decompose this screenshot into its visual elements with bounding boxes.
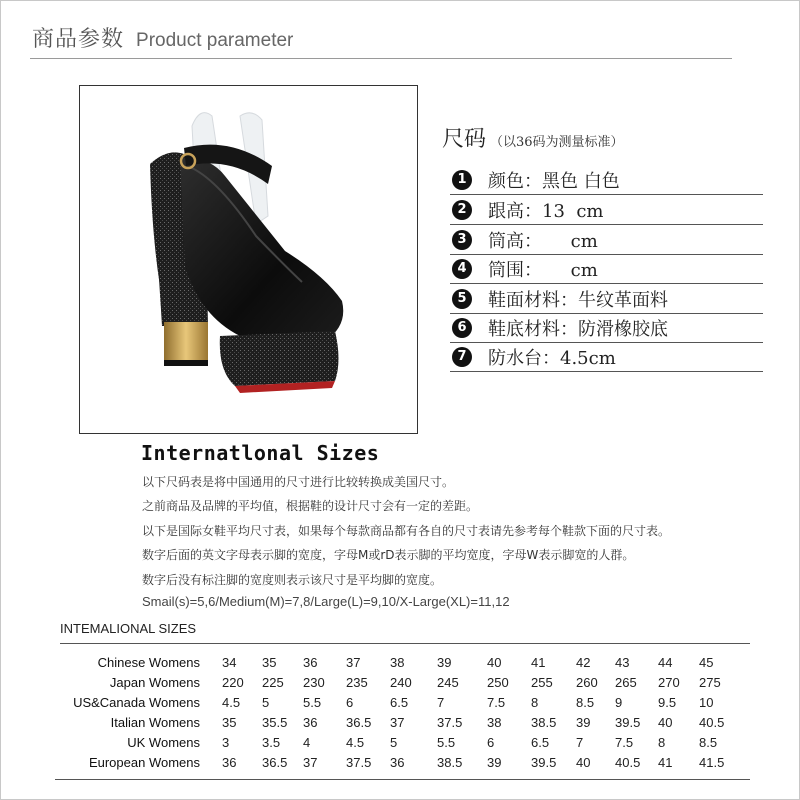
table-cell: 36 xyxy=(390,755,405,770)
table-cell: 35 xyxy=(262,655,277,670)
table-cell: 37.5 xyxy=(346,755,372,770)
number-bullet-icon: 6 xyxy=(452,318,472,338)
spec-title-note: （以36码为测量标准） xyxy=(490,135,624,150)
table-cell: 275 xyxy=(699,675,721,690)
table-cell: 9 xyxy=(615,695,623,710)
table-cell: 37 xyxy=(390,715,405,730)
note-line-size-legend: Smail(s)=5,6/Medium(M)=7,8/Large(L)=9,10/X-Large(XL)=11,12 xyxy=(142,594,510,609)
spec-row-platform xyxy=(450,342,763,372)
spec-row-heel-height xyxy=(450,195,763,225)
table-cell: 38.5 xyxy=(531,715,557,730)
table-cell: 37 xyxy=(303,755,318,770)
table-cell: 225 xyxy=(262,675,284,690)
table-cell: 260 xyxy=(576,675,598,690)
table-cell: 40.5 xyxy=(615,755,641,770)
table-cell: 36.5 xyxy=(346,715,372,730)
product-photo xyxy=(79,85,418,434)
table-cell: 36.5 xyxy=(262,755,288,770)
table-cell: 3 xyxy=(222,735,230,750)
table-cell: 235 xyxy=(346,675,368,690)
size-table-title: INTEMALIONAL SIZES xyxy=(60,621,197,636)
table-cell: 6 xyxy=(346,695,354,710)
table-cell: 4.5 xyxy=(222,695,241,710)
table-cell: 35 xyxy=(222,715,237,730)
note-line: 数字后没有标注脚的宽度则表示该尺寸是平均脚的宽度。 xyxy=(142,573,443,587)
table-cell: 38 xyxy=(487,715,502,730)
row-label: Japan Womens xyxy=(109,675,200,690)
table-cell: 250 xyxy=(487,675,509,690)
spec-text: 跟高：13 cm xyxy=(488,200,604,222)
note-line: 以下是国际女鞋平均尺寸表，如果每个每款商品都有各自的尺寸表请先参考每个鞋款下面的尺寸表。 xyxy=(142,524,671,538)
table-cell: 38.5 xyxy=(437,755,463,770)
table-cell: 41 xyxy=(531,655,546,670)
row-label: Chinese Womens xyxy=(97,655,200,670)
table-cell: 5.5 xyxy=(437,735,456,750)
table-cell: 7 xyxy=(576,735,584,750)
table-cell: 6.5 xyxy=(390,695,409,710)
spec-row-upper-material xyxy=(450,284,763,314)
table-cell: 220 xyxy=(222,675,244,690)
table-cell: 245 xyxy=(437,675,459,690)
table-cell: 41 xyxy=(658,755,673,770)
header-title-cn: 商品参数 xyxy=(32,27,125,52)
spec-text: 筒围： cm xyxy=(488,259,598,281)
table-cell: 36 xyxy=(303,715,318,730)
number-bullet-icon: 1 xyxy=(452,170,472,190)
table-cell: 39 xyxy=(576,715,591,730)
spec-text: 颜色：黑色 白色 xyxy=(488,170,620,192)
table-cell: 5.5 xyxy=(303,695,322,710)
table-cell: 5 xyxy=(262,695,270,710)
table-row xyxy=(0,735,800,755)
note-line: 数字后面的英文字母表示脚的宽度，字母M或rD表示脚的平均宽度，字母W表示脚宽的人群。 xyxy=(142,548,635,562)
table-cell: 265 xyxy=(615,675,637,690)
row-label: European Womens xyxy=(88,755,200,770)
spec-text: 筒高： cm xyxy=(488,230,598,252)
table-cell: 230 xyxy=(303,675,325,690)
spec-row-color xyxy=(450,165,763,195)
table-row xyxy=(0,755,800,775)
table-cell: 42 xyxy=(576,655,591,670)
number-bullet-icon: 4 xyxy=(452,259,472,279)
table-cell: 3.5 xyxy=(262,735,281,750)
table-cell: 43 xyxy=(615,655,630,670)
table-cell: 8 xyxy=(658,735,666,750)
table-cell: 39.5 xyxy=(531,755,557,770)
table-cell: 44 xyxy=(658,655,673,670)
number-bullet-icon: 3 xyxy=(452,230,472,250)
table-cell: 38 xyxy=(390,655,405,670)
spec-row-shaft-height xyxy=(450,225,763,255)
table-cell: 255 xyxy=(531,675,553,690)
table-row xyxy=(0,715,800,735)
table-cell: 39.5 xyxy=(615,715,641,730)
table-cell: 6 xyxy=(487,735,495,750)
table-cell: 7.5 xyxy=(615,735,634,750)
spec-text: 防水台：4.5cm xyxy=(488,347,616,369)
table-cell: 7.5 xyxy=(487,695,506,710)
table-cell: 37.5 xyxy=(437,715,463,730)
table-cell: 4.5 xyxy=(346,735,365,750)
table-cell: 36 xyxy=(303,655,318,670)
row-label: UK Womens xyxy=(127,735,200,750)
table-cell: 34 xyxy=(222,655,237,670)
header-title-en: Product parameter xyxy=(136,30,294,51)
spec-title xyxy=(442,122,624,153)
table-cell: 36 xyxy=(222,755,237,770)
table-cell: 40.5 xyxy=(699,715,725,730)
number-bullet-icon: 7 xyxy=(452,347,472,367)
table-cell: 7 xyxy=(437,695,445,710)
number-bullet-icon: 2 xyxy=(452,200,472,220)
table-cell: 40 xyxy=(487,655,502,670)
table-cell: 8.5 xyxy=(699,735,718,750)
table-row xyxy=(0,675,800,695)
table-cell: 5 xyxy=(390,735,398,750)
size-table-bottom-rule xyxy=(55,779,750,780)
spec-text: 鞋面材料：牛纹革面料 xyxy=(488,289,668,311)
table-cell: 39 xyxy=(487,755,502,770)
table-cell: 40 xyxy=(658,715,673,730)
table-cell: 41.5 xyxy=(699,755,725,770)
spec-text: 鞋底材料：防滑橡胶底 xyxy=(488,318,668,340)
shoe-illustration xyxy=(80,86,417,433)
table-row xyxy=(0,695,800,715)
spec-title-main: 尺码 xyxy=(442,127,487,152)
number-bullet-icon: 5 xyxy=(452,289,472,309)
note-line: 之前商品及品牌的平均值，根据鞋的设计尺寸会有一定的差距。 xyxy=(142,499,479,513)
table-cell: 9.5 xyxy=(658,695,677,710)
note-line: 以下尺码表是将中国通用的尺寸进行比较转换成美国尺寸。 xyxy=(142,475,455,489)
intl-sizes-title: Internatlonal Sizes xyxy=(141,441,380,465)
table-cell: 8.5 xyxy=(576,695,595,710)
table-cell: 10 xyxy=(699,695,714,710)
header-divider xyxy=(30,58,732,59)
table-cell: 45 xyxy=(699,655,714,670)
table-row xyxy=(0,655,800,675)
spec-row-shaft-circumference xyxy=(450,254,763,284)
row-label: US&Canada Womens xyxy=(73,695,200,710)
table-cell: 39 xyxy=(437,655,452,670)
table-cell: 37 xyxy=(346,655,361,670)
row-label: Italian Womens xyxy=(110,715,200,730)
table-cell: 35.5 xyxy=(262,715,288,730)
page-header xyxy=(32,22,293,52)
table-cell: 4 xyxy=(303,735,311,750)
spec-row-sole-material xyxy=(450,313,763,343)
table-cell: 270 xyxy=(658,675,680,690)
table-cell: 40 xyxy=(576,755,591,770)
table-cell: 8 xyxy=(531,695,539,710)
table-cell: 6.5 xyxy=(531,735,550,750)
table-cell: 240 xyxy=(390,675,412,690)
size-table-top-rule xyxy=(60,643,750,644)
